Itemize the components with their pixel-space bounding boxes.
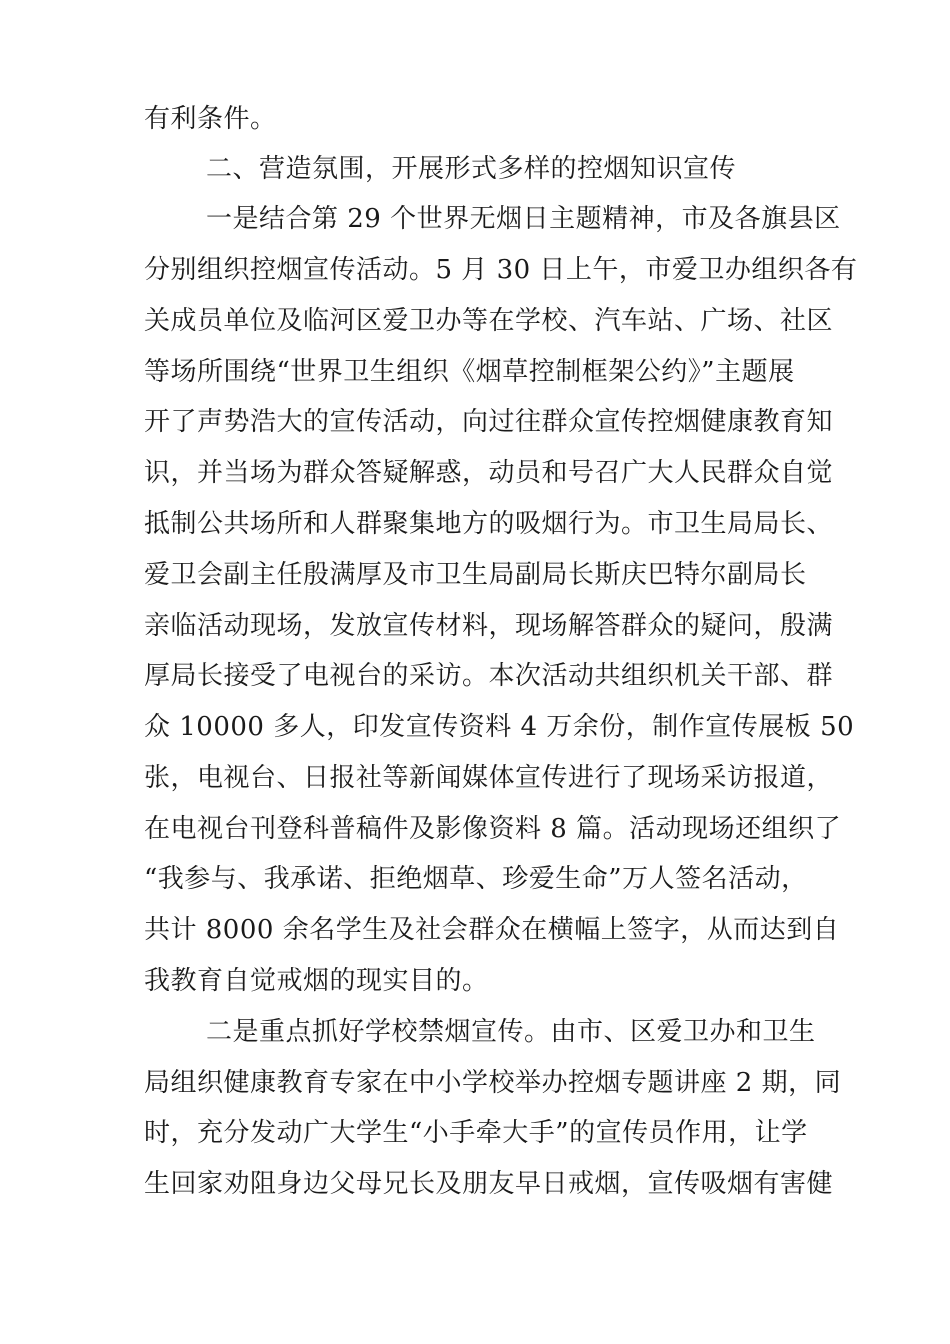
text-line: 张，电视台、日报社等新闻媒体宣传进行了现场采访报道， <box>144 763 834 793</box>
text-line: 二是重点抓好学校禁烟宣传。由市、区爱卫办和卫生 <box>206 1017 816 1047</box>
text-line: 爱卫会副主任殷满厚及市卫生局副局长斯庆巴特尔副局长 <box>144 560 807 590</box>
text-line: 等场所围绕“世界卫生组织《烟草控制框架公约》”主题展 <box>144 357 795 387</box>
text-line: 局组织健康教育专家在中小学校举办控烟专题讲座 2 期，同 <box>144 1068 842 1098</box>
text-line: 分别组织控烟宣传活动。5 月 30 日上午，市爱卫办组织各有 <box>144 255 858 285</box>
text-line: 在电视台刊登科普稿件及影像资料 8 篇。活动现场还组织了 <box>144 814 842 844</box>
text-line: 时，充分发动广大学生“小手牵大手”的宣传员作用，让学 <box>144 1118 808 1148</box>
text-line: 识，并当场为群众答疑解惑，动员和号召广大人民群众自觉 <box>144 458 834 488</box>
text-line: 开了声势浩大的宣传活动，向过往群众宣传控烟健康教育知 <box>144 407 834 437</box>
text-line: 生回家劝阻身边父母兄长及朋友早日戒烟，宣传吸烟有害健 <box>144 1169 834 1199</box>
text-line: “我参与、我承诺、拒绝烟草、珍爱生命”万人签名活动， <box>144 864 808 894</box>
text-line: 亲临活动现场，发放宣传材料，现场解答群众的疑问，殷满 <box>144 611 834 641</box>
text-line: 众 10000 多人，印发宣传资料 4 万余份，制作宣传展板 50 <box>144 712 855 742</box>
text-line: 共计 8000 余名学生及社会群众在横幅上签字，从而达到自 <box>144 915 840 945</box>
text-line: 一是结合第 29 个世界无烟日主题精神，市及各旗县区 <box>206 204 841 234</box>
text-line: 关成员单位及临河区爱卫办等在学校、汽车站、广场、社区 <box>144 306 834 336</box>
section-heading: 二、营造氛围，开展形式多样的控烟知识宣传 <box>206 154 737 184</box>
text-line: 厚局长接受了电视台的采访。本次活动共组织机关干部、群 <box>144 661 834 691</box>
text-line: 有利条件。 <box>144 104 277 134</box>
text-line: 抵制公共场所和人群聚集地方的吸烟行为。市卫生局局长、 <box>144 509 834 539</box>
text-line: 我教育自觉戒烟的现实目的。 <box>144 966 489 996</box>
